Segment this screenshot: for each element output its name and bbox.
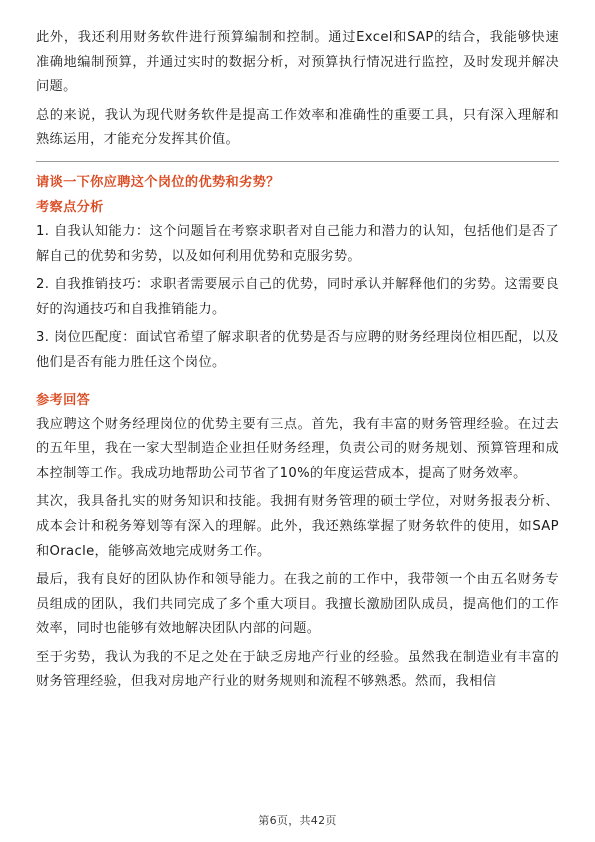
intro-paragraph-2: 总的来说，我认为现代财务软件是提高工作效率和准确性的重要工具，只有深入理解和熟练运用，才能充分发挥其价值。: [36, 107, 559, 148]
question-title: 请谈一下你应聘这个岗位的优势和劣势？: [36, 174, 280, 190]
analysis-item-2: 2. 自我推销技巧：求职者需要展示自己的优势，同时承认并解释他们的劣势。这需要良好的沟通技巧和自我推销能力。: [36, 277, 559, 317]
answer-paragraph-1: 我应聘这个财务经理岗位的优势主要有三点。首先，我有丰富的财务管理经验。在过去的五年里，我在一家大型制造企业担任财务经理，负责公司的财务规划、预算管理和成本控制等工作。我成功地帮助公司节省了10%的年度运营成本，提高了财务效率。: [36, 416, 559, 481]
document-page: [36, 26, 559, 699]
answer-paragraph-3: 最后，我有良好的团队协作和领导能力。在我之前的工作中，我带领一个由五名财务专员组成的团队，我们共同完成了多个重大项目。我擅长激励团队成员，提高他们的工作效率，同时也能够有效地解决团队内部的问题。: [36, 572, 559, 637]
answer-heading: 参考回答: [36, 392, 91, 408]
analysis-item-3: 3. 岗位匹配度：面试官希望了解求职者的优势是否与应聘的财务经理岗位相匹配，以及他们是否有能力胜任这个岗位。: [36, 330, 559, 370]
analysis-heading: 考察点分析: [36, 199, 104, 215]
section-divider: [36, 161, 559, 162]
intro-paragraph-1: 此外，我还利用财务软件进行预算编制和控制。通过Excel和SAP的结合，我能够快速准确地编制预算，并通过实时的数据分析，对预算执行情况进行监控，及时发现并解决问题。: [36, 30, 559, 95]
answer-paragraph-2: 其次，我具备扎实的财务知识和技能。我拥有财务管理的硕士学位，对财务报表分析、成本会计和税务筹划等有深入的理解。此外，我还熟练掌握了财务软件的使用，如SAP和Oracle，能够高效地完成财务工作。: [36, 494, 559, 559]
page-number: 第6页，共42页: [258, 814, 337, 827]
answer-paragraph-4: 至于劣势，我认为我的不足之处在于缺乏房地产行业的经验。虽然我在制造业有丰富的财务管理经验，但我对房地产行业的财务规则和流程不够熟悉。然而，我相信: [36, 649, 559, 690]
analysis-item-1: 1. 自我认知能力：这个问题旨在考察求职者对自己能力和潜力的认知，包括他们是否了解自己的优势和劣势，以及如何利用优势和克服劣势。: [36, 223, 559, 264]
